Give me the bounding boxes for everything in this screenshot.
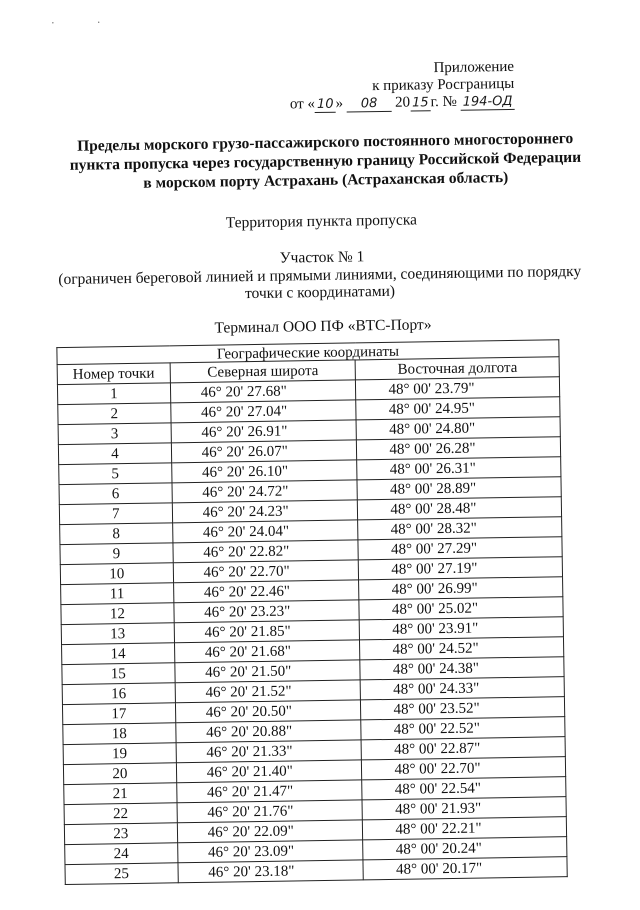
- latitude-cell: 46° 20' 22.09": [177, 820, 363, 843]
- longitude-cell: 48° 00' 24.80": [357, 417, 561, 440]
- header-longitude: Восточная долгота: [356, 357, 560, 380]
- longitude-cell: 48° 00' 23.79": [356, 377, 560, 400]
- date-year-suffix: г. №: [430, 93, 458, 111]
- header-latitude: Северная широта: [170, 360, 356, 383]
- latitude-cell: 46° 20' 20.50": [175, 700, 361, 723]
- latitude-cell: 46° 20' 26.07": [171, 440, 357, 463]
- latitude-cell: 46° 20' 21.76": [177, 800, 363, 823]
- latitude-cell: 46° 20' 21.52": [175, 680, 361, 703]
- latitude-cell: 46° 20' 24.04": [172, 520, 358, 543]
- latitude-cell: 46° 20' 24.23": [172, 500, 358, 523]
- point-number-cell: 25: [65, 863, 178, 885]
- point-number-cell: 4: [58, 443, 171, 465]
- longitude-cell: 48° 00' 21.93": [362, 797, 566, 820]
- appendix-header: [289, 59, 514, 114]
- longitude-cell: 48° 00' 23.91": [360, 617, 564, 640]
- point-number-cell: 17: [62, 703, 175, 725]
- date-day-suffix: »: [335, 95, 344, 112]
- date-prefix: от «: [289, 96, 316, 113]
- latitude-cell: 46° 20' 21.85": [174, 620, 360, 643]
- point-number-cell: 23: [64, 823, 177, 845]
- point-number-cell: 18: [63, 723, 176, 745]
- longitude-cell: 48° 00' 27.19": [359, 557, 563, 580]
- terminal-heading: Терминал ООО ПФ «ВТС-Порт»: [214, 316, 432, 337]
- latitude-cell: 46° 20' 22.70": [173, 560, 359, 583]
- date-year-prefix: 20: [394, 94, 411, 111]
- point-number-cell: 8: [60, 523, 173, 545]
- point-number-cell: 22: [64, 803, 177, 825]
- longitude-cell: 48° 00' 28.32": [358, 517, 562, 540]
- point-number-cell: 6: [59, 483, 172, 505]
- point-number-cell: 1: [57, 383, 170, 405]
- point-number-cell: 12: [61, 603, 174, 625]
- latitude-cell: 46° 20' 22.82": [173, 540, 359, 563]
- latitude-cell: 46° 20' 21.33": [176, 740, 362, 763]
- point-number-cell: 9: [60, 543, 173, 565]
- longitude-cell: 48° 00' 25.02": [359, 597, 563, 620]
- longitude-cell: 48° 00' 24.38": [360, 657, 564, 680]
- point-number-cell: 14: [62, 643, 175, 665]
- date-year: 15: [410, 95, 431, 111]
- latitude-cell: 46° 20' 21.47": [176, 780, 362, 803]
- longitude-cell: 48° 00' 22.70": [362, 757, 566, 780]
- latitude-cell: 46° 20' 27.04": [170, 400, 356, 423]
- table-body: [57, 377, 567, 885]
- point-number-cell: 15: [62, 663, 175, 685]
- point-number-cell: 3: [58, 423, 171, 445]
- date-day: 10: [315, 97, 336, 113]
- longitude-cell: 48° 00' 24.95": [356, 397, 560, 420]
- latitude-cell: 46° 20' 20.88": [175, 720, 361, 743]
- date-month: 08: [347, 96, 392, 113]
- appendix-title: Приложение: [433, 58, 515, 77]
- appendix-order-ref: к приказу Росграницы: [372, 75, 515, 95]
- table-group-header: Географические координаты: [57, 340, 559, 365]
- latitude-cell: 46° 20' 24.72": [172, 480, 358, 503]
- longitude-cell: 48° 00' 24.52": [360, 637, 564, 660]
- longitude-cell: 48° 00' 22.54": [362, 777, 566, 800]
- point-number-cell: 21: [64, 783, 177, 805]
- latitude-cell: 46° 20' 21.40": [176, 760, 362, 783]
- latitude-cell: 46° 20' 23.09": [177, 840, 363, 863]
- longitude-cell: 48° 00' 22.52": [361, 717, 565, 740]
- plot-description: (ограничен береговой линией и прямыми линиями, соединяющими по порядку точки с координатами): [58, 262, 582, 303]
- point-number-cell: 10: [60, 563, 173, 585]
- scan-specks: · ·: [51, 17, 121, 30]
- coordinates-table: [56, 339, 567, 885]
- latitude-cell: 46° 20' 22.46": [173, 580, 359, 603]
- longitude-cell: 48° 00' 27.29": [358, 537, 562, 560]
- longitude-cell: 48° 00' 28.89": [357, 477, 561, 500]
- point-number-cell: 2: [58, 403, 171, 425]
- header-point-number: Номер точки: [57, 363, 170, 385]
- latitude-cell: 46° 20' 21.68": [174, 640, 360, 663]
- point-number-cell: 13: [61, 623, 174, 645]
- point-number-cell: 11: [61, 583, 174, 605]
- point-number-cell: 7: [59, 503, 172, 525]
- latitude-cell: 46° 20' 23.23": [174, 600, 360, 623]
- longitude-cell: 48° 00' 24.33": [361, 677, 565, 700]
- latitude-cell: 46° 20' 26.91": [171, 420, 357, 443]
- longitude-cell: 48° 00' 22.21": [363, 817, 567, 840]
- longitude-cell: 48° 00' 23.52": [361, 697, 565, 720]
- point-number-cell: 5: [59, 463, 172, 485]
- point-number-cell: 19: [63, 743, 176, 765]
- point-number-cell: 20: [63, 763, 176, 785]
- point-number-cell: 16: [62, 683, 175, 705]
- longitude-cell: 48° 00' 20.24": [363, 837, 567, 860]
- longitude-cell: 48° 00' 22.87": [362, 737, 566, 760]
- latitude-cell: 46° 20' 27.68": [170, 380, 356, 403]
- plot-heading: Участок № 1: [279, 248, 365, 267]
- longitude-cell: 48° 00' 26.28": [357, 437, 561, 460]
- longitude-cell: 48° 00' 28.48": [358, 497, 562, 520]
- order-number: 194-ОД: [461, 94, 515, 111]
- latitude-cell: 46° 20' 21.50": [175, 660, 361, 683]
- longitude-cell: 48° 00' 20.17": [363, 857, 567, 880]
- point-number-cell: 24: [65, 843, 178, 865]
- longitude-cell: 48° 00' 26.31": [357, 457, 561, 480]
- longitude-cell: 48° 00' 26.99": [359, 577, 563, 600]
- latitude-cell: 46° 20' 23.18": [178, 860, 364, 883]
- section-heading: Территория пункта пропуска: [225, 211, 418, 232]
- appendix-date-line: [290, 93, 515, 114]
- document-title: Пределы морского грузо-пассажирского постоянного многостороннего пункта пропуска через государственную границу Российской Федерации в морском порту Астрахань (Астраханская область): [69, 129, 582, 192]
- latitude-cell: 46° 20' 26.10": [171, 460, 357, 483]
